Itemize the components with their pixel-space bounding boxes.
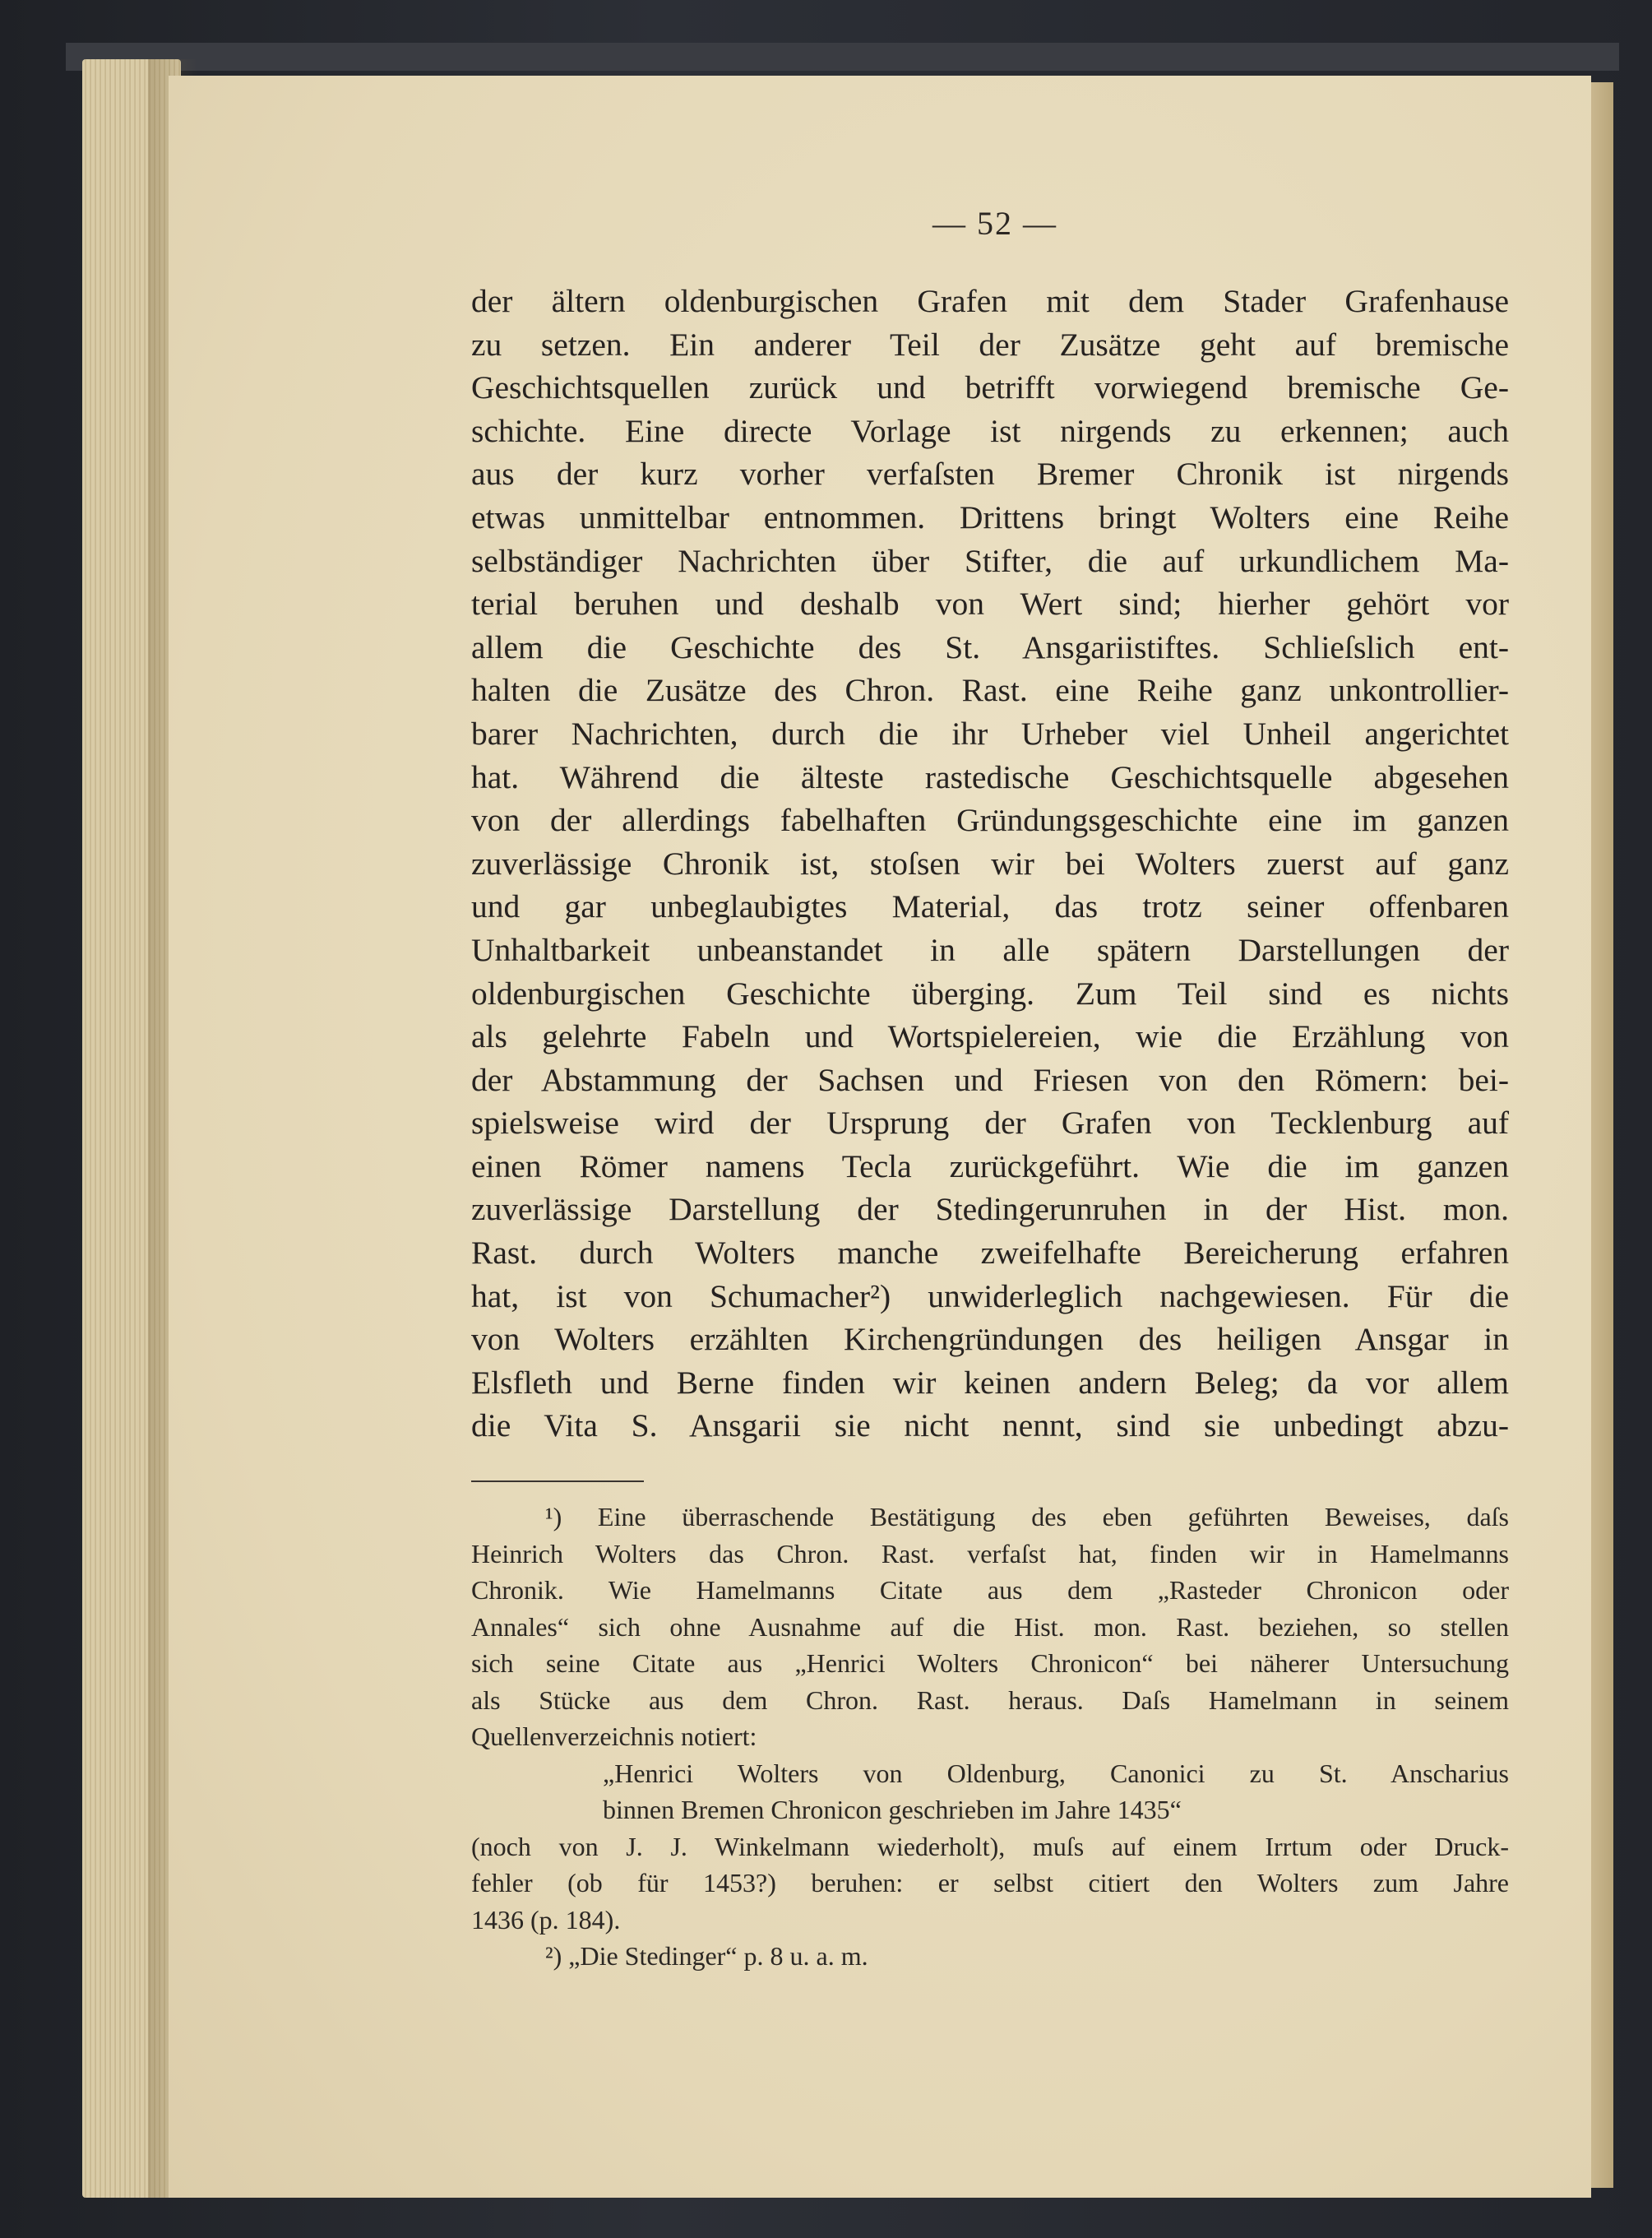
footnote-rule	[471, 1480, 644, 1482]
body-line: zu setzen. Ein anderer Teil der Zusätze geht auf bremische	[471, 326, 1509, 363]
body-line: zuverlässige Darstellung der Stedingerunruhen in der Hist. mon.	[471, 1191, 1509, 1228]
footnote-line: sich seine Citate aus „Henrici Wolters Chronicon“ bei näherer Untersuchung	[471, 1648, 1509, 1678]
footnote-2: ²) „Die Stedinger“ p. 8 u. a. m.	[545, 1941, 868, 1971]
body-line: einen Römer namens Tecla zurückgeführt. Wie die im ganzen	[471, 1147, 1509, 1184]
footnote-line: 1436 (p. 184).	[471, 1904, 621, 1935]
body-line: von Wolters erzählten Kirchengründungen des heiligen Ansgar in	[471, 1321, 1509, 1358]
body-line: terial beruhen und deshalb von Wert sind; hierher gehört vor	[471, 586, 1509, 623]
body-line: aus der kurz vorher verfaſsten Bremer Chronik ist nirgends	[471, 456, 1509, 493]
body-line: der Abstammung der Sachsen und Friesen von den Römern: bei-	[471, 1061, 1509, 1098]
body-line: barer Nachrichten, durch die ihr Urheber viel Unheil angerichtet	[471, 715, 1509, 752]
body-line: allem die Geschichte des St. Ansgariistiftes. Schlieſslich ent-	[471, 628, 1509, 665]
footnote-line: Annales“ sich ohne Ausnahme auf die Hist. mon. Rast. beziehen, so stellen	[471, 1611, 1509, 1642]
footnote-line: Heinrich Wolters das Chron. Rast. verfaſst hat, finden wir in Hamelmanns	[471, 1538, 1509, 1568]
footnotes	[471, 1499, 1509, 1975]
footnote-line: Quellenverzeichnis notiert:	[471, 1721, 757, 1751]
footnote-line: Chronik. Wie Hamelmanns Citate aus dem „Rasteder Chronicon oder	[471, 1575, 1509, 1605]
body-line: spielsweise wird der Ursprung der Grafen von Tecklenburg auf	[471, 1105, 1509, 1142]
footnote-line: ¹) Eine überraschende Bestätigung des eben geführten Beweises, daſs	[545, 1502, 1509, 1531]
footnote-quote-line: binnen Bremen Chronicon geschrieben im Jahre 1435“	[603, 1795, 1182, 1824]
body-line: selbständiger Nachrichten über Stifter, die auf urkundlichem Ma-	[471, 542, 1509, 579]
body-line: Rast. durch Wolters manche zweifelhafte Bereicherung erfahren	[471, 1235, 1509, 1272]
body-line: etwas unmittelbar entnommen. Drittens bringt Wolters eine Reihe	[471, 498, 1509, 535]
body-line: halten die Zusätze des Chron. Rast. eine Reihe ganz unkontrollier-	[471, 672, 1509, 709]
body-line: von der allerdings fabelhaften Gründungsgeschichte eine im ganzen	[471, 802, 1509, 839]
footnote-line: (noch von J. J. Winkelmann wiederholt), muſs auf einem Irrtum oder Druck-	[471, 1831, 1509, 1861]
footnote-quote-line: „Henrici Wolters von Oldenburg, Canonici zu St. Anscharius	[603, 1758, 1509, 1788]
footnote-line: als Stücke aus dem Chron. Rast. heraus. Daſs Hamelmann in seinem	[471, 1684, 1509, 1715]
body-line: zuverlässige Chronik ist, stoſsen wir bei Wolters zuerst auf ganz	[471, 845, 1509, 882]
page-number: — 52 —	[932, 205, 1057, 242]
body-line: oldenburgischen Geschichte überging. Zum Teil sind es nichts	[471, 975, 1509, 1012]
body-line: die Vita S. Ansgarii sie nicht nennt, sind sie unbedingt abzu-	[471, 1407, 1509, 1444]
body-line: und gar unbeglaubigtes Material, das trotz seiner offenbaren	[471, 888, 1509, 925]
footnote-line: fehler (ob für 1453?) beruhen: er selbst citiert den Wolters zum Jahre	[471, 1868, 1509, 1897]
body-line: Geschichtsquellen zurück und betrifft vorwiegend bremische Ge-	[471, 369, 1509, 406]
body-line: Unhaltbarkeit unbeanstandet in alle spätern Darstellungen der	[471, 931, 1509, 968]
body-line: hat, ist von Schumacher²) unwiderleglich nachgewiesen. Für die	[471, 1277, 1509, 1314]
body-line: hat. Während die älteste rastedische Geschichtsquelle abgesehen	[471, 758, 1509, 795]
cover-top-edge	[66, 43, 1619, 71]
body-line: Elsfleth und Berne finden wir keinen andern Beleg; da vor allem	[471, 1364, 1509, 1401]
body-line: der ältern oldenburgischen Grafen mit dem Stader Grafenhause	[471, 283, 1509, 319]
body-line: als gelehrte Fabeln und Wortspielereien, wie die Erzählung von	[471, 1018, 1509, 1055]
body-line: schichte. Eine directe Vorlage ist nirgends zu erkennen; auch	[471, 412, 1509, 449]
body-text	[471, 280, 1509, 1448]
